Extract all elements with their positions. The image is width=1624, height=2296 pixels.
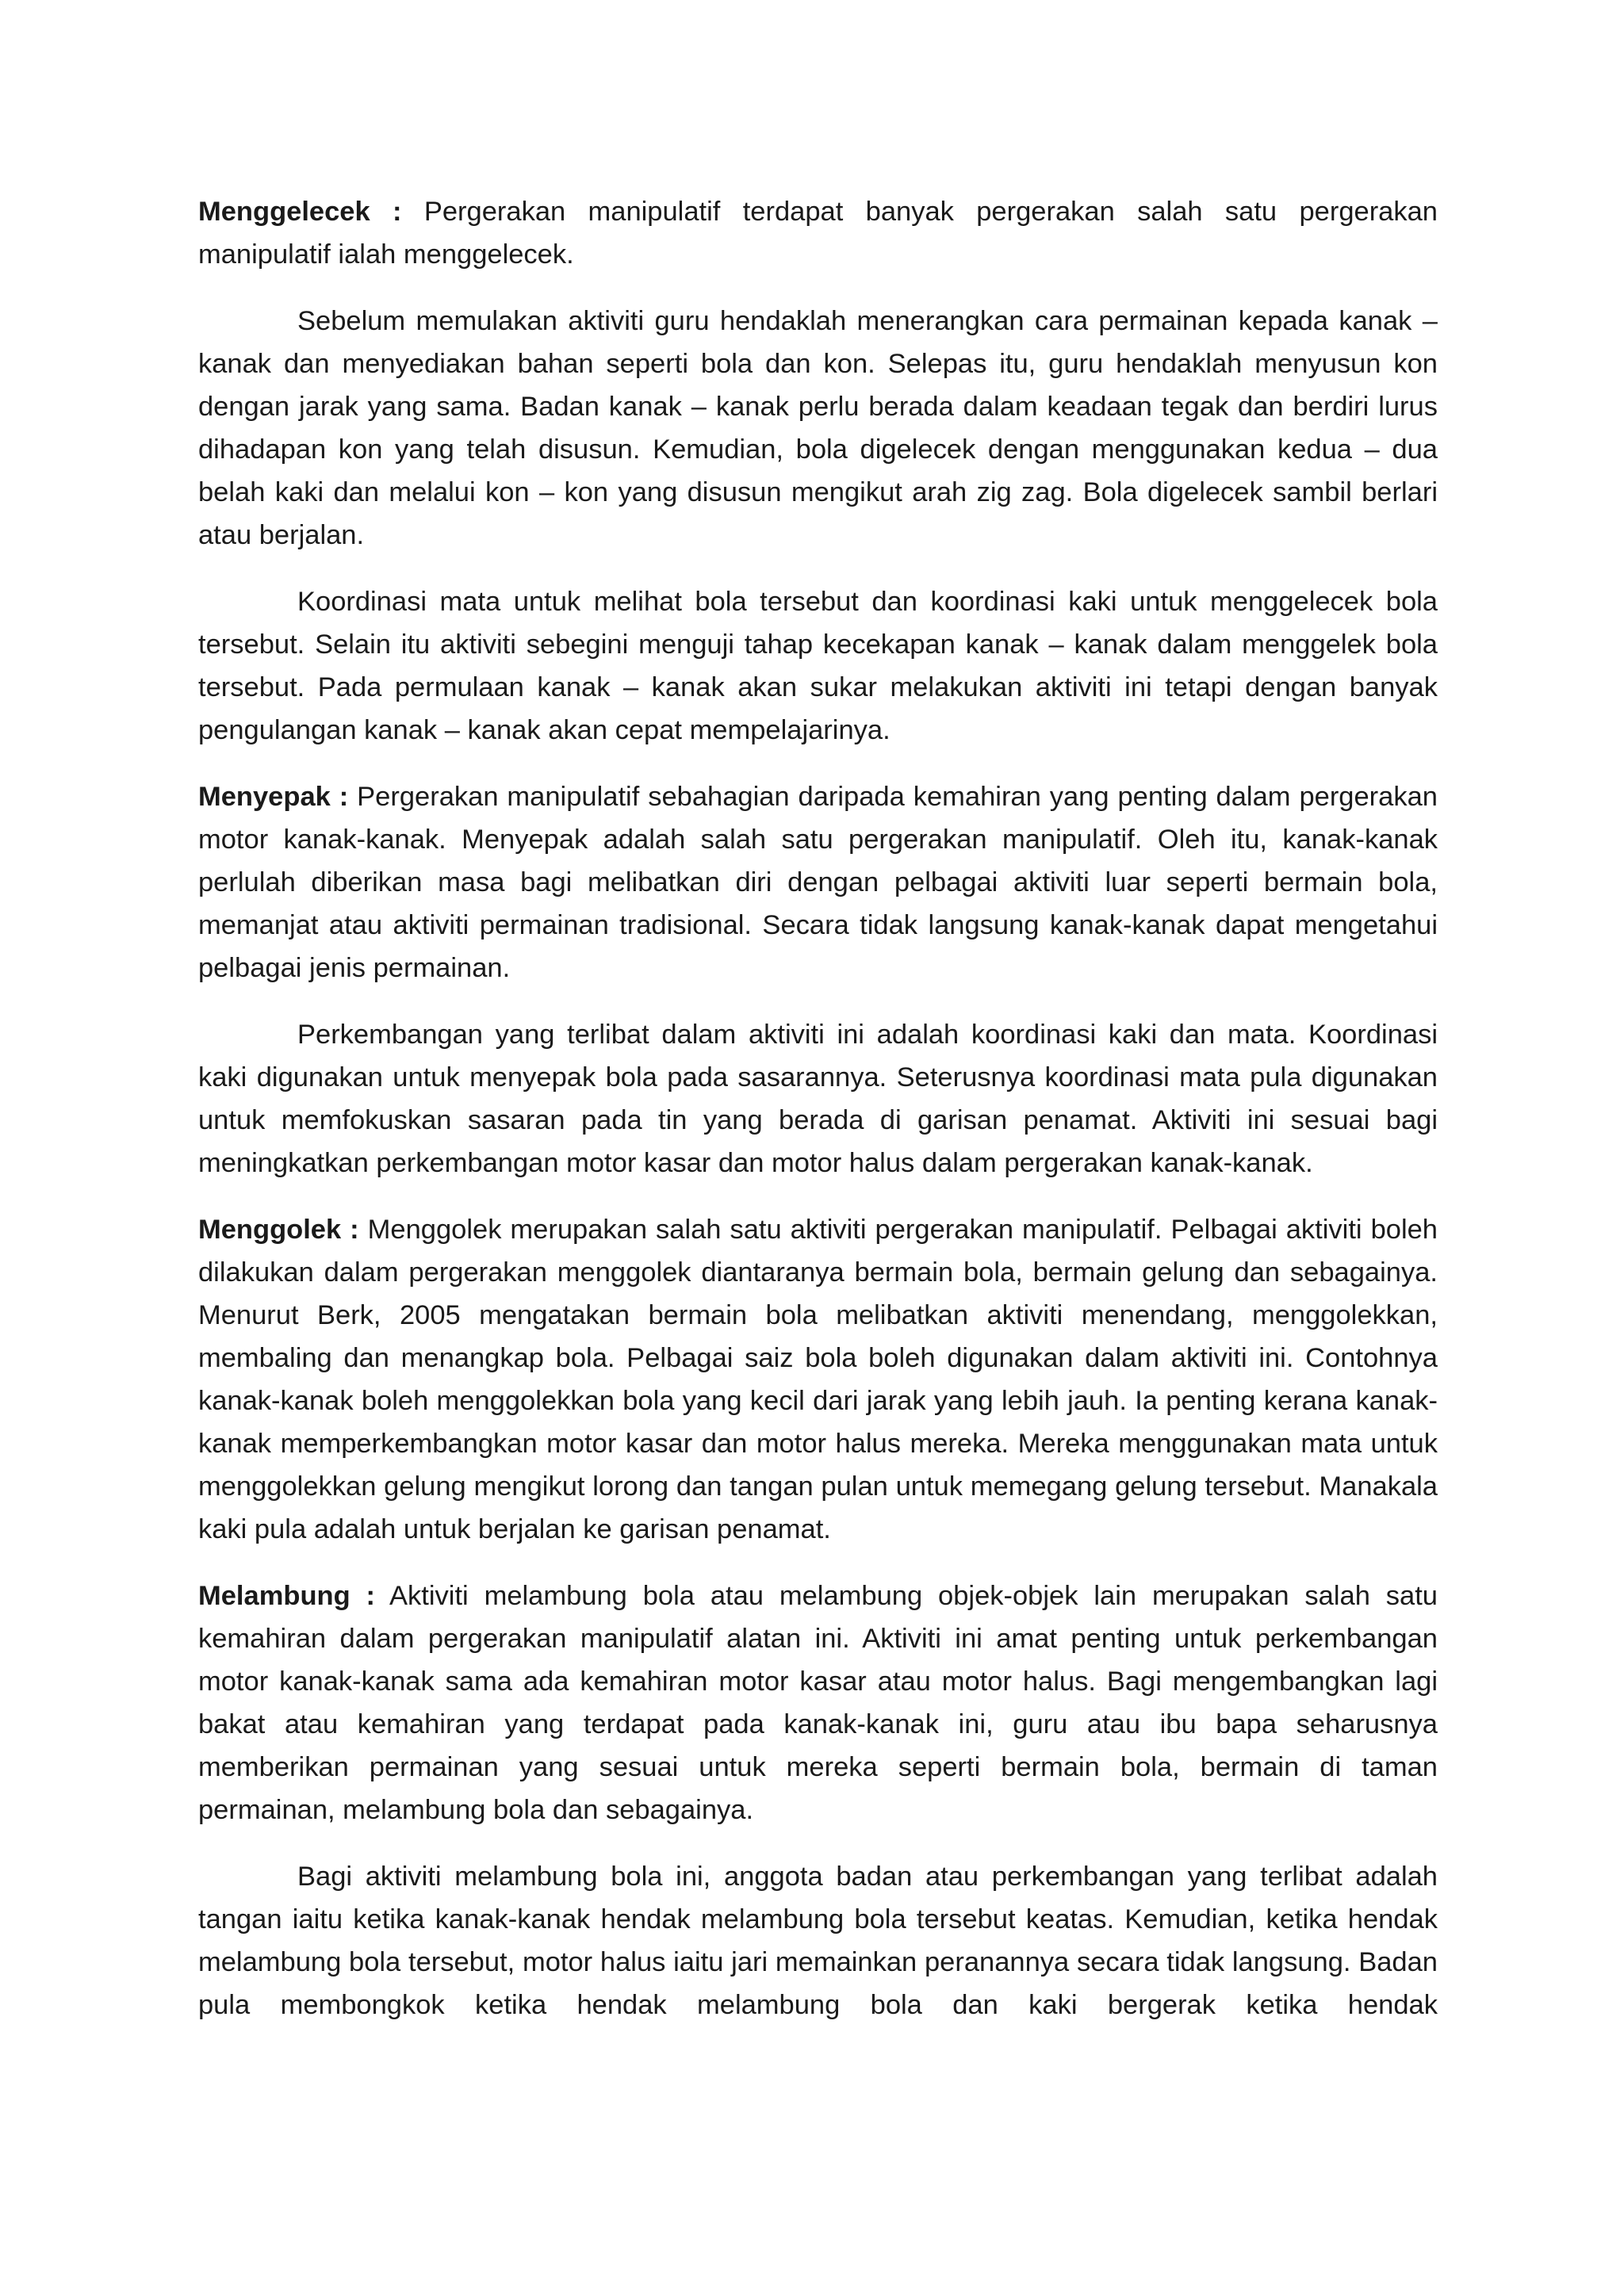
paragraph-text: Pergerakan manipulatif terdapat banyak pergerakan salah satu pergerakan manipulatif ialah menggelecek. [198, 197, 1438, 270]
paragraph-melambung-development: Bagi aktiviti melambung bola ini, anggota badan atau perkembangan yang terlibat adalah tangan iaitu ketika kanak-kanak hendak melambung bola tersebut keatas. Kemudian, ketika hendak melambung bola tersebut, motor halus iaitu jari memainkan peranannya secara tidak langsung. Badan pula membongkok ketika hendak melambung bola dan kaki bergerak ketika hendak [198, 1862, 1438, 2020]
paragraph-menyepak [198, 775, 1438, 989]
paragraph-menggelecek [198, 190, 1438, 276]
paragraph-text: Menggolek merupakan salah satu aktiviti pergerakan manipulatif. Pelbagai aktiviti boleh dilakukan dalam pergerakan menggolek diantaranya bermain bola, bermain gelung dan sebagainya. Menurut Berk, 2005 mengatakan bermain bola melibatkan aktiviti menendang, menggolekkan, membaling dan menangkap bola. Pelbagai saiz bola boleh digunakan dalam aktiviti ini. Contohnya kanak-kanak boleh menggolekkan bola yang kecil dari jarak yang lebih jauh. Ia penting kerana kanak-kanak memperkembangkan motor kasar dan motor halus mereka. Mereka menggunakan mata untuk menggolekkan gelung mengikut lorong dan tangan pulan untuk memegang gelung tersebut. Manakala kaki pula adalah untuk berjalan ke garisan penamat. [198, 1215, 1438, 1544]
paragraph-menggolek [198, 1208, 1438, 1551]
paragraph-menggelecek-steps: Sebelum memulakan aktiviti guru hendaklah menerangkan cara permainan kepada kanak – kanak dan menyediakan bahan seperti bola dan kon. Selepas itu, guru hendaklah menyusun kon dengan jarak yang sama. Badan kanak – kanak perlu berada dalam keadaan tegak dan berdiri lurus dihadapan kon yang telah disusun. Kemudian, bola digelecek dengan menggunakan kedua – dua belah kaki dan melalui kon – kon yang disusun mengikut arah zig zag. Bola digelecek sambil berlari atau berjalan. [198, 306, 1438, 550]
paragraph-menyepak-development: Perkembangan yang terlibat dalam aktiviti ini adalah koordinasi kaki dan mata. Koordinasi kaki digunakan untuk menyepak bola pada sasarannya. Seterusnya koordinasi mata pula digunakan untuk memfokuskan sasaran pada tin yang berada di garisan penamat. Aktiviti ini sesuai bagi meningkatkan perkembangan motor kasar dan motor halus dalam pergerakan kanak-kanak. [198, 1020, 1438, 1178]
paragraph-text: Pergerakan manipulatif sebahagian daripada kemahiran yang penting dalam pergerakan motor kanak-kanak. Menyepak adalah salah satu pergerakan manipulatif. Oleh itu, kanak-kanak perlulah diberikan masa bagi melibatkan diri dengan pelbagai aktiviti luar seperti bermain bola, memanjat atau aktiviti permainan tradisional. Secara tidak langsung kanak-kanak dapat mengetahui pelbagai jenis permainan. [198, 782, 1438, 983]
paragraph-text: Aktiviti melambung bola atau melambung objek-objek lain merupakan salah satu kemahiran dalam pergerakan manipulatif alatan ini. Aktiviti ini amat penting untuk perkembangan motor kanak-kanak sama ada kemahiran motor kasar atau motor halus. Bagi mengembangkan lagi bakat atau kemahiran yang terdapat pada kanak-kanak ini, guru atau ibu bapa seharusnya memberikan permainan yang sesuai untuk mereka seperti bermain bola, bermain di taman permainan, melambung bola dan sebagainya. [198, 1581, 1438, 1825]
document-page [198, 190, 1438, 2026]
section-heading-menyepak: Menyepak : [198, 782, 349, 812]
paragraph-melambung [198, 1575, 1438, 1831]
paragraph-menggelecek-coordination: Koordinasi mata untuk melihat bola tersebut dan koordinasi kaki untuk menggelecek bola tersebut. Selain itu aktiviti sebegini menguji tahap kecekapan kanak – kanak dalam menggelek bola tersebut. Pada permulaan kanak – kanak akan sukar melakukan aktiviti ini tetapi dengan banyak pengulangan kanak – kanak akan cepat mempelajarinya. [198, 587, 1438, 745]
section-heading-menggolek: Menggolek : [198, 1215, 359, 1245]
section-heading-melambung: Melambung : [198, 1581, 376, 1611]
section-heading-menggelecek: Menggelecek : [198, 197, 402, 227]
